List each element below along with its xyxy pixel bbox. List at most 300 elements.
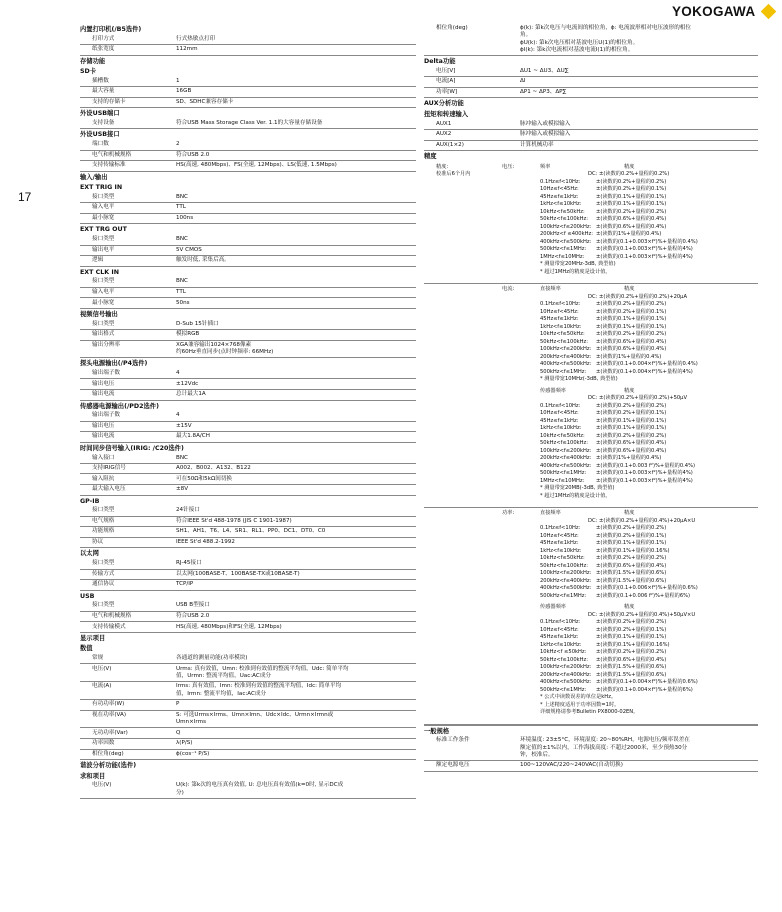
frequency-row [528, 316, 758, 324]
frequency-row [528, 216, 758, 224]
frequency-range: 100kHz<f≤200kHz: [540, 223, 592, 230]
spec-value: 5V CMOS [176, 246, 202, 253]
accuracy-value: ±(读数的0.1%+量程的0.1%) [596, 323, 667, 330]
frequency-range: 100kHz<f≤200kHz: [540, 346, 592, 353]
spec-value: XGA兼容输出1024×768像素 约60Hz垂直同步(点时钟频率: 66MHz) [176, 341, 274, 355]
frequency-range: 50kHz<f≤100kHz: [540, 338, 589, 345]
accuracy-value: ±(读数的0.6%+量程的0.4%) [596, 223, 667, 230]
spec-key: 接口类型 [92, 278, 115, 285]
frequency-range: 0.1Hz≤f<10Hz: [540, 525, 581, 532]
frequency-range: 1kHz<f≤10kHz: [540, 201, 582, 208]
spec-key: 有功功率(W) [92, 701, 125, 708]
right-column [424, 24, 758, 772]
frequency-range: 10Hz≤f<45Hz: [540, 308, 579, 315]
spec-key: 电流(A) [92, 683, 112, 690]
footnote: * 超过1MHz的精度是设计值。 [540, 268, 611, 275]
diamond-icon [761, 3, 777, 19]
frequency-range: 400kHz<f≤500kHz: [540, 238, 592, 245]
spec-key: 最大容量 [92, 88, 115, 95]
spec-value: ϕ(cos⁻¹ P/S) [176, 750, 210, 757]
spec-row [80, 739, 416, 750]
dc-accuracy: DC: ±(读数的0.2%+量程的0.4%)+50μV×U [588, 611, 696, 618]
spec-key: 电压(V) [92, 665, 112, 672]
spec-row [80, 612, 416, 623]
dc-accuracy: DC: ±(读数的0.2%+量程的0.4%)+20μA×U [588, 517, 696, 524]
frequency-header: 传感器频率 [540, 604, 566, 611]
frequency-row [528, 679, 758, 687]
spec-value: BNC [176, 236, 188, 243]
accuracy-value: ±(读数的0.2%+量程的0.1%) [596, 186, 667, 193]
accuracy-value: ±(读数的1.5%+量程的0.6%) [596, 577, 667, 584]
accuracy-value: ±(读数的0.1%+量程的0.16%) [596, 641, 670, 648]
footnote: * 测量带宽20MB(-3dB, 典型值) [540, 485, 615, 492]
spec-key: 常规 [92, 655, 104, 662]
accuracy-value: ±(读数的0.1%+量程的0.1%) [596, 201, 667, 208]
accuracy-value: ±(读数的0.2%+量程的0.1%) [596, 626, 667, 633]
frequency-row [528, 455, 758, 463]
spec-value: 行式热敏点打印 [176, 35, 216, 42]
accuracy-value: ±(读数的0.6%+量程的0.4%) [596, 346, 667, 353]
spec-value: 2 [176, 141, 180, 148]
spec-value: 符合IEEE St'd 488-1978 (JIS C 1901-1987) [176, 517, 292, 524]
spec-row [80, 98, 416, 109]
spec-row [80, 379, 416, 390]
spec-key: 支持IRIG信号 [92, 465, 126, 472]
spec-value: ΔU1 ~ ΔU3、ΔU∑ [520, 67, 569, 74]
spec-key: 电压(V) [92, 782, 112, 789]
spec-row [80, 711, 416, 729]
spec-value: TTL [176, 288, 186, 295]
accuracy-value: ±(读数的1.5%+量程的0.6%) [596, 671, 667, 678]
accuracy-value: ±(读数的0.2%+量程的0.2%) [596, 525, 667, 532]
spec-value: 1 [176, 77, 180, 84]
spec-value: λ(P/S) [176, 740, 193, 747]
spec-key: 功率因数 [92, 740, 115, 747]
spec-value: 4 [176, 370, 180, 377]
footnote: * 上述精度适用于功率因数=1时。 [540, 701, 620, 708]
accuracy-header [528, 286, 758, 294]
section-title: 存储功能 [80, 57, 106, 65]
spec-key: 额定电源电压 [436, 762, 470, 769]
accuracy-table [528, 604, 758, 717]
spec-row [80, 682, 416, 700]
section-title: EXT CLK IN [80, 268, 119, 276]
footnote: * 测量带宽10MHz(-3dB, 典型值) [540, 376, 618, 383]
section-title: Delta功能 [424, 58, 456, 66]
spec-value: TTL [176, 204, 186, 211]
spec-key: 支持的存储卡 [92, 99, 126, 105]
spec-value: P [176, 701, 180, 708]
section-title: 扭矩和转速输入 [424, 110, 469, 118]
spec-value: BNC [176, 193, 188, 200]
frequency-row [528, 440, 758, 448]
accuracy-value: ±(读数的0.1%+量程的0.1%) [596, 316, 667, 323]
spec-value: 模拟RGB [176, 331, 200, 338]
spec-row [80, 35, 416, 46]
frequency-row [528, 186, 758, 194]
accuracy-value: ±(读数的0.2%+量程的0.2%) [596, 432, 667, 439]
spec-value: 16GB [176, 88, 192, 95]
spec-key: 无功功率(Var) [92, 729, 128, 736]
spec-value: 最大1.8A/CH [176, 433, 210, 440]
spec-key: 支持传输标准 [92, 162, 126, 169]
section-title: EXT TRG OUT [80, 226, 127, 234]
spec-key: 功能规格 [92, 528, 115, 535]
spec-key: 接口类型 [92, 560, 115, 567]
spec-row [424, 88, 758, 99]
left-column [80, 24, 416, 799]
frequency-range: 1kHz<f≤10kHz: [540, 641, 582, 648]
spec-row [80, 161, 416, 172]
frequency-range: 45Hz≤f≤1kHz: [540, 193, 579, 200]
accuracy-value: ±(读数的(0.1+0.004×f²)%+量程的0.4%) [596, 361, 698, 368]
spec-row [80, 453, 416, 464]
accuracy-table [528, 164, 758, 277]
frequency-range: 500kHz<f≤1MHz: [540, 592, 587, 599]
section-title: 外设USB端口 [80, 110, 120, 118]
spec-value: D-Sub 15针插口 [176, 320, 219, 327]
frequency-range: 0.1Hz≤f<10Hz: [540, 178, 581, 185]
spec-key: 输出分辨率 [92, 341, 120, 348]
spec-row [80, 664, 416, 682]
frequency-range: 10Hz≤f<45Hz: [540, 626, 579, 633]
frequency-range: 10kHz<f≤50kHz: [540, 432, 585, 439]
frequency-range: 200kHz<f≤400kHz: [540, 353, 592, 360]
spec-value: 计算机械功率 [520, 141, 554, 148]
accuracy-value: ±(读数的(0.1+0.003 f²)%+量程的0.4%) [596, 462, 696, 469]
section-title: 视频信号输出 [80, 310, 118, 318]
frequency-range: 200kHz<f≤400kHz: [540, 577, 592, 584]
accuracy-quantity: 电流: [502, 286, 515, 293]
section-title: 显示项目 [80, 634, 106, 642]
footnote: * 公式中读数误差的单位是kHz。 [540, 694, 617, 701]
footnote: * 测量带宽20MHz-3dB, 典型值) [540, 261, 616, 268]
accuracy-header [528, 604, 758, 612]
accuracy-block [424, 162, 758, 726]
spec-key: 电气和机械规格 [92, 151, 132, 158]
spec-value: 112mm [176, 46, 198, 53]
accuracy-value: ±(读数的(0.1+0.004×f²)%+量程的0.6%) [596, 679, 698, 686]
frequency-range: 10kHz<f≤50kHz: [540, 331, 585, 338]
spec-row [80, 464, 416, 475]
accuracy-header-label: 精度 [624, 387, 635, 394]
spec-value: Q [176, 729, 181, 736]
frequency-range: 400kHz<f≤500kHz: [540, 462, 592, 469]
spec-row [80, 559, 416, 570]
spec-value: 符合USB Mass Storage Class Ver. 1.1的大容量存储设备 [176, 120, 323, 127]
spec-row [424, 736, 758, 761]
accuracy-value: ±(读数的1%+量程的0.4%) [596, 231, 662, 238]
section-title: 一般规格 [424, 727, 450, 735]
spec-row [80, 45, 416, 56]
section-title: 谐波分析功能(选件) [80, 762, 137, 770]
spec-row [80, 277, 416, 288]
spec-key: 协议 [92, 539, 104, 546]
spec-value: 脉冲输入或模拟输入 [520, 120, 571, 127]
frequency-row [528, 664, 758, 672]
spec-value: 触发时低, 采集后高。 [176, 257, 230, 264]
frequency-row [528, 593, 758, 601]
accuracy-value: ±(读数的0.2%+量程的0.2%) [596, 619, 667, 626]
spec-key: 传输方式 [92, 570, 115, 577]
spec-value: ±12Vdc [176, 380, 199, 387]
section-title: 精度 [424, 153, 437, 161]
frequency-range: 500kHz<f≤1MHz: [540, 368, 587, 375]
accuracy-value: ±(读数的0.1%+量程的0.1%) [596, 540, 667, 547]
section-title: 以太网 [80, 550, 99, 558]
section-title: 数值 [80, 645, 93, 653]
accuracy-value: ±(读数的0.6%+量程的0.4%) [596, 338, 667, 345]
spec-key: 接口类型 [92, 507, 115, 514]
spec-row [80, 580, 416, 591]
spec-value: 总计最大1A [176, 391, 206, 398]
spec-key: 输出电流 [92, 433, 115, 440]
spec-value: A002、B002、A132、B122 [176, 465, 251, 472]
spec-key: 纸张宽度 [92, 46, 115, 53]
spec-row [80, 411, 416, 422]
spec-key: 输出电压 [92, 422, 115, 429]
frequency-row [528, 246, 758, 254]
accuracy-header-label: 精度 [624, 604, 635, 611]
spec-value: BNC [176, 454, 188, 461]
spec-value: IEEE St'd 488.2-1992 [176, 539, 235, 546]
spec-row [80, 728, 416, 739]
spec-key: 电流[A] [436, 78, 456, 85]
spec-value: ±15V [176, 422, 192, 429]
spec-key: 输出电压 [92, 380, 115, 387]
spec-key: 输出格式 [92, 331, 115, 338]
frequency-row [528, 525, 758, 533]
spec-row [80, 193, 416, 204]
spec-value: Urms: 真有效值，Umn: 校准到有效值的整流平均值，Udc: 简单平均 值，Urmn: 整流平均值，Uac:AC成分 [176, 665, 349, 679]
spec-value: TCP/IP [176, 581, 194, 588]
frequency-row [528, 425, 758, 433]
frequency-row [528, 361, 758, 369]
spec-value: S: 可选Urms×Irms、Umn×Imn、Udc×Idc、Urmn×Irmn或 Umn×Irms [176, 711, 334, 726]
accuracy-quantity: 功率: [502, 510, 515, 517]
spec-key: 接口类型 [92, 193, 115, 200]
accuracy-group-body [528, 164, 758, 281]
frequency-row [528, 346, 758, 354]
spec-key: 输出端子数 [92, 370, 120, 377]
accuracy-value: ±(读数的0.1%+量程的0.1%) [596, 425, 667, 432]
spec-key: 最小脉宽 [92, 299, 115, 306]
spec-key: AUX(1×2) [436, 141, 464, 148]
frequency-range: 10kHz<f ≤50kHz: [540, 649, 587, 656]
accuracy-value: ±(读数的(0.1+0.004×f²)%+量程的6%) [596, 686, 693, 693]
accuracy-value: ±(读数的1.5%+量程的0.6%) [596, 664, 667, 671]
frequency-range: 400kHz<f≤500kHz: [540, 361, 592, 368]
spec-value: 100ns [176, 215, 194, 222]
spec-row [80, 422, 416, 433]
frequency-range: 1kHz<f≤10kHz: [540, 425, 582, 432]
spec-key: 电气规格 [92, 517, 115, 524]
footnote: * 超过1MHz的精度是设计值。 [540, 492, 611, 499]
spec-row [80, 474, 416, 485]
spec-value: ±8V [176, 486, 189, 493]
spec-key: AUX2 [436, 131, 452, 138]
spec-row [80, 506, 416, 517]
spec-key: 相位角(deg) [92, 750, 124, 757]
spec-row [424, 119, 758, 130]
spec-row [80, 750, 416, 761]
accuracy-group [424, 508, 758, 725]
dc-accuracy: DC: ±(读数的0.2%+量程的0.2%)+20μA [588, 293, 688, 300]
spec-row [80, 654, 416, 665]
spec-value: SD、SDHC兼容存储卡 [176, 99, 234, 105]
frequency-row [528, 470, 758, 478]
spec-row [80, 77, 416, 88]
frequency-range: 45Hz≤f≤1kHz: [540, 417, 579, 424]
frequency-range: 10Hz≤f<45Hz: [540, 532, 579, 539]
spec-value: RJ-45接口 [176, 560, 202, 567]
spec-row [80, 298, 416, 309]
spec-value: 符合USB 2.0 [176, 151, 210, 158]
accuracy-value: ±(读数的0.1%+量程的0.1%) [596, 417, 667, 424]
spec-row [80, 119, 416, 130]
accuracy-value: ±(读数的(0.1+0.003×f²)%+量程的4%) [596, 246, 693, 253]
spec-key: 电压[V] [436, 67, 456, 74]
spec-key: 端口数 [92, 141, 109, 148]
section-title: 输入/输出 [80, 173, 108, 181]
spec-row [80, 256, 416, 267]
accuracy-value: ±(读数的1.5%+量程的0.6%) [596, 570, 667, 577]
spec-value: 4 [176, 412, 180, 419]
frequency-row [528, 540, 758, 548]
frequency-row [528, 231, 758, 239]
spec-key: 输入电平 [92, 204, 115, 211]
frequency-range: 500kHz<f≤1MHz: [540, 246, 587, 253]
section-title: USB [80, 592, 95, 600]
frequency-range: 45Hz≤f≤1kHz: [540, 316, 579, 323]
spec-key: 逻辑 [92, 257, 104, 264]
accuracy-value: ±(读数的0.1%+量程的0.1%) [596, 634, 667, 641]
frequency-range: 400kHz<f≤500kHz: [540, 679, 592, 686]
frequency-row [528, 585, 758, 593]
frequency-range: 200kHz<f≤400kHz: [540, 455, 592, 462]
frequency-row [528, 201, 758, 209]
spec-row [424, 24, 758, 56]
frequency-range: 0.1Hz≤f<10Hz: [540, 619, 581, 626]
spec-row [80, 538, 416, 549]
spec-row [80, 369, 416, 380]
accuracy-value: ±(读数的0.2%+量程的0.2%) [596, 649, 667, 656]
spec-key: 输出电流 [92, 391, 115, 398]
spec-key: 打印方式 [92, 35, 115, 42]
section-title: GP-IB [80, 497, 100, 505]
frequency-row [528, 570, 758, 578]
frequency-header: 频率 [540, 163, 551, 170]
spec-key: 输入阻抗 [92, 475, 115, 482]
frequency-row [528, 555, 758, 563]
page-number: 17 [18, 190, 32, 204]
spec-value: 脉冲输入或模拟输入 [520, 131, 571, 138]
accuracy-value: ±(读数的1%+量程的0.4%) [596, 353, 662, 360]
frequency-range: 50kHz<f≤100kHz: [540, 440, 589, 447]
spec-row [80, 485, 416, 496]
accuracy-value: ±(读数的(0.1+0.004×f²)%+量程的4%) [596, 368, 693, 375]
spec-key: 插槽数 [92, 77, 109, 84]
frequency-range: 10Hz≤f<45Hz: [540, 186, 579, 193]
accuracy-value: ±(读数的0.2%+量程的0.2%) [596, 402, 667, 409]
frequency-range: 0.1Hz≤f<10Hz: [540, 402, 581, 409]
frequency-range: 45Hz≤f≤1kHz: [540, 540, 579, 547]
spec-row [80, 601, 416, 612]
dc-accuracy: DC: ±(读数的0.2%+量程的0.2%)+50μV [588, 395, 688, 402]
accuracy-value: ±(读数的0.6%+量程的0.4%) [596, 447, 667, 454]
section-title: SD卡 [80, 68, 97, 76]
spec-row [80, 432, 416, 443]
spec-key: 功率[W] [436, 89, 458, 96]
spec-value: HS(高速, 480Mbps)和FS(全速, 12Mbps) [176, 623, 282, 630]
frequency-row [528, 619, 758, 627]
spec-key: 视在功率(VA) [92, 711, 127, 718]
accuracy-table [528, 286, 758, 384]
spec-key: 接口类型 [92, 602, 115, 609]
brand-name: YOKOGAWA [672, 3, 756, 19]
spec-value: ΔP1 ~ ΔP3、ΔP∑ [520, 89, 567, 96]
spec-value: 各通道的测量功能(功率模块) [176, 655, 248, 662]
spec-row [80, 203, 416, 214]
frequency-header: 直接频率 [540, 286, 561, 293]
frequency-range: 200kHz<f≤400kHz: [540, 671, 592, 678]
spec-key: AUX1 [436, 120, 452, 127]
spec-row [80, 330, 416, 341]
frequency-row [528, 649, 758, 657]
dc-accuracy: DC: ±(读数的0.2%+量程的0.2%) [588, 171, 670, 178]
spec-key: 标准工作条件 [436, 737, 470, 744]
accuracy-quantity: 电压: [502, 163, 515, 170]
accuracy-value: ±(读数的0.6%+量程的0.4%) [596, 440, 667, 447]
accuracy-value: ±(读数的1%+量程的0.4%) [596, 455, 662, 462]
accuracy-value: ±(读数的(0.1+0.003×f²)%+量程的4%) [596, 477, 693, 484]
accuracy-header [528, 510, 758, 518]
spec-value: HS(高速, 480Mbps)、FS(全速, 12Mbps)、LS(低速, 1.5Mbps) [176, 162, 337, 169]
accuracy-value: ±(读数的0.2%+量程的0.2%) [596, 178, 667, 185]
accuracy-value: ±(读数的0.2%+量程的0.1%) [596, 410, 667, 417]
accuracy-value: ±(读数的0.1%+量程的0.16%) [596, 547, 670, 554]
frequency-range: 1kHz<f≤10kHz: [540, 323, 582, 330]
accuracy-value: ±(读数的0.6%+量程的0.4%) [596, 216, 667, 223]
section-title: AUX分析功能 [424, 100, 464, 108]
spec-row [80, 151, 416, 162]
spec-value: ϕ(k): 第k次电压与电流间的相位角，ϕ: 电流波形相对电压波形的相位 角。 ϕU(k): 第k次电压相对基波电压U(1)的相位角。 ϕI(k): 第k次电流相对基波电流I(1)的相位角。 [520, 25, 691, 53]
accuracy-group-body [528, 286, 758, 504]
frequency-header: 直接频率 [540, 510, 561, 517]
accuracy-value: ±(读数的0.2%+量程的0.2%) [596, 208, 667, 215]
accuracy-value: ±(读数的0.6%+量程的0.4%) [596, 656, 667, 663]
frequency-range: 500kHz<f≤1MHz: [540, 470, 587, 477]
spec-value: USB B型接口 [176, 602, 210, 609]
spec-row [80, 341, 416, 359]
spec-row [80, 700, 416, 711]
frequency-row [528, 634, 758, 642]
footnote: 详细规格请参考Bulletin PX8000-02EN。 [540, 709, 639, 716]
spec-key: 输出电平 [92, 246, 115, 253]
spec-key: 电气和机械规格 [92, 612, 132, 619]
section-title: 探头电源输出(/P4选件) [80, 360, 148, 368]
spec-row [424, 77, 758, 88]
spec-row [424, 67, 758, 78]
spec-row [80, 517, 416, 528]
spec-key: 接口类型 [92, 236, 115, 243]
frequency-range: 10Hz≤f<45Hz: [540, 410, 579, 417]
spec-row [80, 570, 416, 581]
frequency-range: 10kHz<f≤50kHz: [540, 555, 585, 562]
spec-key: 输入接口 [92, 454, 115, 461]
section-title: EXT TRIG IN [80, 184, 123, 192]
accuracy-value: ±(读数的0.2%+量程的0.2%) [596, 331, 667, 338]
